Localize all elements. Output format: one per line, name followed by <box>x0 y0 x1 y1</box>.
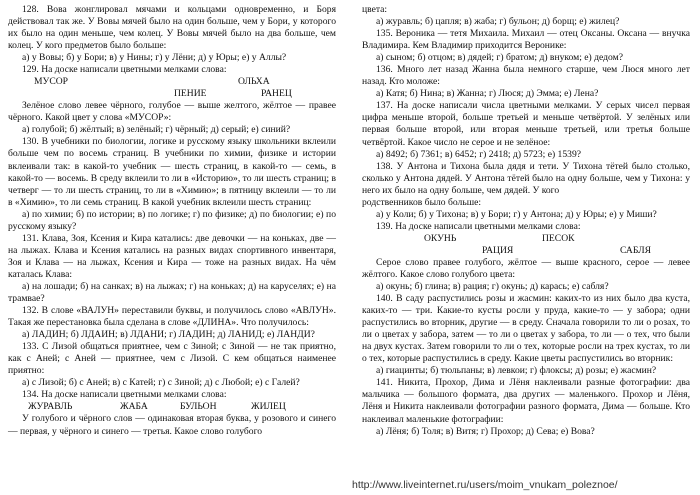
problem-128-options: а) у Вовы; б) у Бори; в) у Нины; г) у Лёни; д) у Юры; е) у Аллы? <box>22 52 287 64</box>
problem-136-options: а) Катя; б) Нина; в) Жанна; г) Люся; д) Эмма; е) Лена? <box>376 88 599 100</box>
problem-129-options: а) голубой; б) жёлтый; в) зелёный; г) чёрный; д) серый; е) синий? <box>22 124 291 136</box>
problem-131-options: а) на лошади; б) на санках; в) на лыжах; г) на коньках; д) на каруселях; е) на трамвае? <box>8 280 336 305</box>
problem-137-options: а) 8492; б) 7361; в) 6452; г) 2418; д) 5723; е) 1539? <box>376 148 582 160</box>
problem-135: 135. Вероника — тетя Михаила. Михаил — отец Оксаны. Оксана — внучка Владимира. Кем Владимир приходится Веронике: <box>362 28 690 52</box>
right-column <box>362 4 690 438</box>
problem-138-continuation: родственников было больше: <box>362 196 482 208</box>
problem-134-board-words <box>8 401 336 413</box>
problem-128: 128. Вова жонглировал мячами и кольцами одновременно, и Боря действовал так же. У Вовы мячей было на один больше, чем у Бори, у которого их было на один меньше, чем колец. У Вовы мячей было на два больше, чем колец. У кого предметов было больше: <box>8 4 336 52</box>
problem-139-text: Серое слово правее голубого, жёлтое — выше красного, серое — левее жёлтого. Какое слово голубого цвета: <box>362 256 690 280</box>
problem-138-options: а) у Коли; б) у Тихона; в) у Бори; г) у Антона; д) у Юры; е) у Миши? <box>376 208 657 220</box>
board-word: ПЕНИЕ <box>174 88 207 100</box>
problem-140-options: а) гиацинты; б) тюльпаны; в) левкои; г) флоксы; д) розы; е) жасмин? <box>376 365 657 377</box>
left-column <box>8 4 336 438</box>
problem-133: 133. С Лизой общаться приятнее, чем с Зиной; с Зиной — не так приятно, как с Аней; с Аней — приятнее, чем с Лизой. С кем общаться наименее приятно: <box>8 341 336 377</box>
problem-138: 138. У Антона и Тихона была дядя и тети. У Тихона тётей было столько, сколько у Антона дядей. У Антона тётей было на одну больше, чем у Тихона: у него их было на одну больше, чем дядей. У кого <box>362 160 690 196</box>
problem-133-options: а) с Лизой; б) с Аней; в) с Катей; г) с Зиной; д) с Любой; е) с Галей? <box>22 377 300 389</box>
board-word: РАЦИЯ <box>482 244 514 256</box>
problem-130: 130. В учебники по биологии, логике и русскому языку школьники вклеили больше чем по восемь страниц. В учебники по химии, физике и истории вклеивали так: в какой-то учебник — шесть страниц, в какой-то — семь, в какой-то — восемь. В среду вклеили то ли в «Историю», то ли шесть страниц; в четверг — то ли шесть страниц, то ли в «Химию»; в пятницу вклеили — то ли в «Химию», то ли семь страниц. В какой учебник вклеили шесть страниц: <box>8 136 336 208</box>
problem-135-options: а) сыном; б) отцом; в) дядей; г) братом; д) внуком; е) дедом? <box>376 52 623 64</box>
board-word: БУЛЬОН <box>180 401 217 413</box>
board-word: ЖУРАВЛЬ <box>28 401 73 413</box>
board-word: ОЛЬХА <box>238 76 270 88</box>
problem-141-options: а) Лёня; б) Толя; в) Витя; г) Прохор; д) Сева; е) Вова? <box>376 425 595 437</box>
problem-134-text: У голубого и чёрного слов — одинаковая вторая буква, у розового и синего — первая, у чёрного и синего — третья. Какое слово голубого <box>8 413 336 437</box>
problem-131: 131. Клава, Зоя, Ксения и Кира катались: две девочки — на коньках, две — на лыжах. Клава и Ксения катались на разных видах спортивного инвентаря, Зоя и Клава — на лыжах, Ксения и Кира — тоже на разных видах. На чём каталась Клава: <box>8 232 336 280</box>
source-url-watermark: http://www.liveinternet.ru/users/moim_vnukam_poleznoe/ <box>352 479 618 491</box>
board-word: РАНЕЦ <box>261 88 292 100</box>
problem-137: 137. На доске написали числа цветными мелками. У серых чисел первая цифра меньше второй, больше третьей и меньше четвёртой. У зелёных или первая больше второй, или вторая меньше третьей, или третья больше четвёртой. Какое число не серое и не зелёное: <box>362 100 690 148</box>
problem-139-options: а) окунь; б) глина; в) рация; г) окунь; д) карась; е) сабля? <box>376 280 609 292</box>
board-word: ЖИЛЕЦ <box>251 401 286 413</box>
problem-132: 132. В слове «ВАЛУН» переставили буквы, и получилось слово «АВЛУН». Такая же перестановка была сделана в слове «ДЛИНА». Что получилось: <box>8 305 336 329</box>
problem-139-intro: 139. На доске написали цветными мелками слова: <box>376 220 581 232</box>
problem-134-options: а) журавль; б) цапля; в) жаба; г) бульон; д) борщ; е) жилец? <box>376 16 620 28</box>
problem-141: 141. Никита, Прохор, Дима и Лёня наклеивали разные фотографии: два мальчика — большого формата, два других — маленького. Прохор и Лёня, Лёня и Никита наклеивали фотографии разного формата, Дима — больше. Кто наклеивал маленькие фотографии: <box>362 377 690 425</box>
board-word: САБЛЯ <box>620 244 652 256</box>
board-word: ЖАБА <box>120 401 148 413</box>
problem-129-board-words <box>8 76 336 100</box>
board-word: ОКУНЬ <box>424 232 457 244</box>
problem-134-intro: 134. На доске написали цветными мелками слова: <box>22 389 227 401</box>
board-word: МУСОР <box>34 76 68 88</box>
problem-136: 136. Много лет назад Жанна была немного старше, чем Люся много лет назад. Кто моложе: <box>362 64 690 88</box>
problem-132-options: а) ЛАДИН; б) ЛДАИН; в) ЛДАНИ; г) ЛАДИН; д) ЛАНИД; е) ЛАНДИ? <box>22 329 315 341</box>
problem-129-text: Зелёное слово левее чёрного, голубое — выше желтого, жёлтое — правее чёрного. Какой цвет у слова «МУСОР»: <box>8 100 336 124</box>
problem-134-continuation: цвета: <box>362 4 388 15</box>
problem-139-board-words <box>362 233 690 257</box>
problem-140: 140. В саду распустились розы и жасмин: каких-то из них было два куста, каких-то — три. Какие-то кусты росли у пруда, какие-то — у забора; одни распустились во вторник, другие — в среду. Сначала говорили то ли о розах, то ли о цветах у забора, затем — то ли о цветах у забора, то ли — о тех, что были на двух кустах. Затем говорили то ли о тех, которые росли на трех кустах, то ли о тех, которые распустились в среду. Какие цветы распустились во вторник: <box>362 293 690 365</box>
board-word: ПЕСОК <box>542 232 575 244</box>
problem-130-options: а) по химии; б) по истории; в) по логике; г) по физике; д) по биологии; е) по русскому языку? <box>8 208 336 232</box>
problem-129-intro: 129. На доске написали цветными мелками слова: <box>22 64 227 76</box>
